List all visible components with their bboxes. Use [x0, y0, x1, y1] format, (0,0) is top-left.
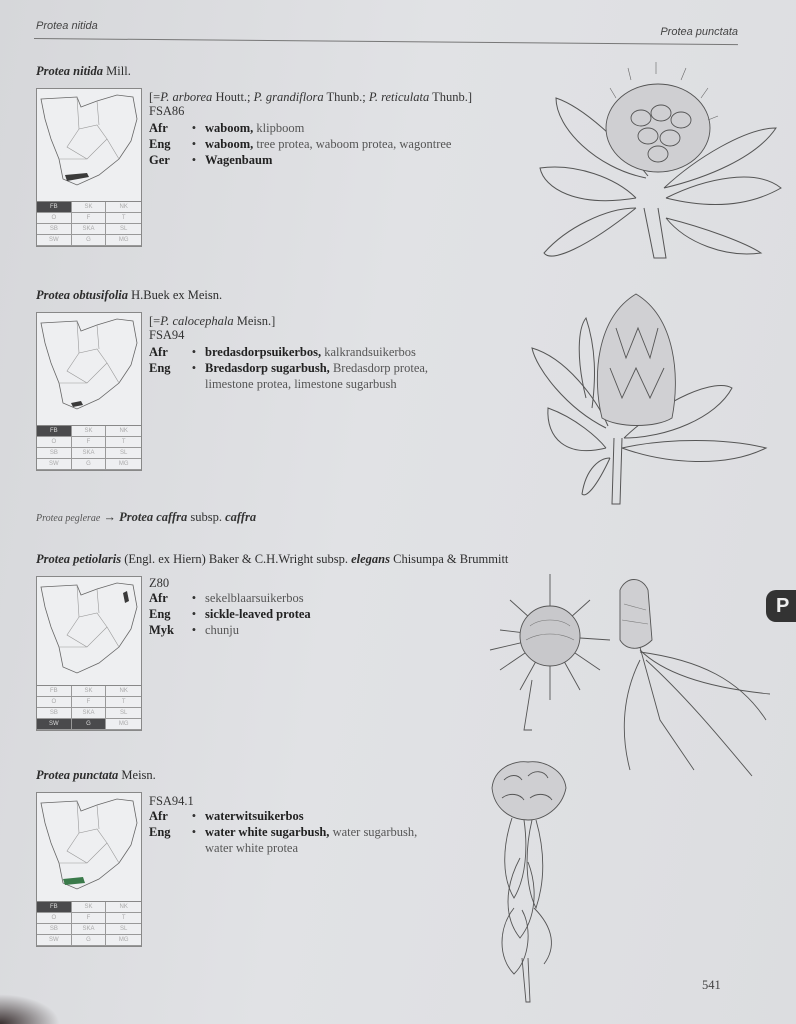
- region-cell: SW: [37, 235, 72, 246]
- primary-name: waterwitsuikerbos: [205, 809, 304, 823]
- common-name-row: Ger • Wagenbaum: [149, 153, 273, 167]
- protea-petiolaris-illustration: [470, 570, 770, 780]
- region-cell: SK: [72, 902, 107, 913]
- running-header-left: Protea nitida: [36, 20, 98, 32]
- region-cell: NK: [106, 202, 141, 213]
- common-name-row: Eng • water white sugarbush, water sugarbush,: [149, 825, 418, 839]
- region-cell: F: [72, 213, 107, 224]
- language-code: Eng: [149, 825, 171, 839]
- entry-title: [36, 552, 508, 567]
- region-cell: SB: [37, 924, 72, 935]
- region-cell: G: [72, 459, 107, 470]
- running-header-right: Protea punctata: [660, 26, 738, 38]
- other-names: water sugarbush,: [329, 825, 418, 839]
- region-cell: SB: [37, 224, 72, 235]
- primary-name: sickle-leaved protea: [205, 607, 311, 621]
- region-cell: FB: [37, 902, 72, 913]
- synonyms: [149, 90, 472, 105]
- common-names: [149, 344, 428, 392]
- xref-to: Protea caffra: [119, 510, 188, 524]
- region-grid: [37, 901, 141, 946]
- region-cell: SW: [37, 719, 72, 730]
- region-cell: O: [37, 213, 72, 224]
- synonym-text: Thunb.;: [323, 90, 369, 104]
- species-author: H.Buek ex Meisn.: [131, 288, 223, 302]
- entry-title: [36, 768, 156, 783]
- distribution-map: [36, 88, 142, 247]
- synonym-name: P. calocephala: [160, 314, 234, 328]
- common-names: [149, 808, 417, 856]
- region-cell: SB: [37, 448, 72, 459]
- region-cell: MG: [106, 235, 141, 246]
- common-name-row: Afr • sekelblaarsuikerbos: [149, 591, 304, 605]
- region-cell: F: [72, 437, 107, 448]
- other-names: Bredasdorp protea,: [329, 361, 429, 375]
- species-author: Mill.: [106, 64, 131, 78]
- species-name: Protea petiolaris: [36, 552, 122, 566]
- region-cell: FB: [37, 202, 72, 213]
- primary-name: Bredasdorp sugarbush,: [205, 361, 330, 375]
- language-code: Eng: [149, 607, 171, 621]
- protea-nitida-illustration: [536, 58, 786, 264]
- subspecies-author: Chisumpa & Brummitt: [393, 552, 509, 566]
- primary-name: waboom,: [205, 121, 254, 135]
- region-cell: SL: [106, 448, 141, 459]
- species-author: Meisn.: [121, 768, 156, 782]
- region-cell: SKA: [72, 924, 107, 935]
- arrow-icon: →: [103, 510, 116, 524]
- synonym-name: P. reticulata: [368, 90, 430, 104]
- entry-title: [36, 64, 131, 79]
- primary-name: bredasdorpsuikerbos,: [205, 345, 322, 359]
- common-name-row: Myk • chunju: [149, 623, 240, 637]
- synonym-name: P. arborea: [160, 90, 213, 104]
- synonym-text: Houtt.;: [212, 90, 254, 104]
- synonym-text: Thunb.]: [429, 90, 473, 104]
- reference-code: FSA86: [149, 104, 185, 118]
- region-cell: FB: [37, 426, 72, 437]
- region-cell: NK: [106, 686, 141, 697]
- primary-name: Wagenbaum: [205, 153, 273, 167]
- reference-code: Z80: [149, 576, 170, 590]
- region-cell: MG: [106, 459, 141, 470]
- language-code: Ger: [149, 153, 170, 167]
- region-cell: O: [37, 437, 72, 448]
- region-cell: MG: [106, 719, 141, 730]
- distribution-map: [36, 312, 142, 471]
- language-code: Afr: [149, 591, 168, 605]
- language-code: Afr: [149, 345, 168, 359]
- common-name-row: Afr • waboom, klipboom: [149, 121, 305, 135]
- region-cell: T: [106, 213, 141, 224]
- region-cell: T: [106, 437, 141, 448]
- region-cell: G: [72, 235, 107, 246]
- cross-reference: [36, 510, 256, 525]
- region-cell: SL: [106, 924, 141, 935]
- other-names: chunju: [205, 623, 240, 637]
- subspecies-name: elegans: [351, 552, 390, 566]
- common-name-row: Eng • Bredasdorp sugarbush, Bredasdorp protea,: [149, 361, 429, 375]
- common-names: [149, 590, 311, 638]
- southern-africa-map: [37, 793, 141, 901]
- region-grid: [37, 425, 141, 470]
- region-cell: G: [72, 719, 107, 730]
- region-cell: F: [72, 697, 107, 708]
- language-code: Eng: [149, 361, 171, 375]
- common-name-row: Eng • sickle-leaved protea: [149, 607, 311, 621]
- primary-name: waboom,: [205, 137, 254, 151]
- region-cell: F: [72, 913, 107, 924]
- common-name-row: Afr • waterwitsuikerbos: [149, 809, 304, 823]
- common-name-row: Afr • bredasdorpsuikerbos, kalkrandsuikerbos: [149, 345, 416, 359]
- region-cell: NK: [106, 902, 141, 913]
- region-cell: O: [37, 697, 72, 708]
- region-cell: SW: [37, 459, 72, 470]
- page-corner-shadow: [0, 994, 60, 1024]
- region-cell: SKA: [72, 224, 107, 235]
- common-name-row: Eng • waboom, tree protea, waboom protea, wagontree: [149, 137, 452, 151]
- region-cell: MG: [106, 935, 141, 946]
- other-names: kalkrandsuikerbos: [321, 345, 416, 359]
- protea-punctata-illustration: [484, 758, 576, 1004]
- region-cell: O: [37, 913, 72, 924]
- language-code: Eng: [149, 137, 171, 151]
- synonym-name: P. grandiflora: [253, 90, 324, 104]
- region-cell: SK: [72, 426, 107, 437]
- region-cell: FB: [37, 686, 72, 697]
- southern-africa-map: [37, 313, 141, 425]
- species-name: Protea nitida: [36, 64, 104, 78]
- language-code: Afr: [149, 121, 168, 135]
- synonym-text: [=: [149, 314, 161, 328]
- synonyms: [149, 314, 275, 329]
- entry-title: [36, 288, 222, 303]
- reference-code: FSA94.1: [149, 794, 194, 808]
- other-names: sekelblaarsuikerbos: [205, 591, 304, 605]
- section-tab: P: [766, 590, 796, 622]
- synonym-text: Meisn.]: [233, 314, 276, 328]
- region-cell: SB: [37, 708, 72, 719]
- region-cell: SK: [72, 686, 107, 697]
- distribution-map: [36, 792, 142, 947]
- header-rule: [34, 38, 738, 45]
- common-names-continuation: water white protea: [205, 841, 299, 855]
- language-code: Afr: [149, 809, 168, 823]
- region-cell: SW: [37, 935, 72, 946]
- synonym-text: [=: [149, 90, 161, 104]
- common-names: [149, 120, 451, 168]
- region-grid: [37, 685, 141, 730]
- region-cell: T: [106, 697, 141, 708]
- southern-africa-map: [37, 89, 141, 201]
- reference-code: FSA94: [149, 328, 185, 342]
- xref-subsp: caffra: [225, 510, 257, 524]
- species-author: (Engl. ex Hiern) Baker & C.H.Wright subsp.: [124, 552, 348, 566]
- other-names: klipboom: [253, 121, 305, 135]
- species-name: Protea punctata: [36, 768, 119, 782]
- region-cell: SK: [72, 202, 107, 213]
- common-names-continuation: limestone protea, limestone sugarbush: [205, 377, 397, 391]
- language-code: Myk: [149, 623, 174, 637]
- xref-subsp-label: subsp.: [190, 510, 222, 524]
- region-grid: [37, 201, 141, 246]
- distribution-map: [36, 576, 142, 731]
- region-cell: G: [72, 935, 107, 946]
- species-name: Protea obtusifolia: [36, 288, 129, 302]
- region-cell: SL: [106, 708, 141, 719]
- page-number: 541: [702, 978, 721, 992]
- southern-africa-map: [37, 577, 141, 685]
- region-cell: T: [106, 913, 141, 924]
- protea-obtusifolia-illustration: [526, 288, 770, 506]
- xref-from: Protea peglerae: [36, 513, 101, 524]
- other-names: tree protea, waboom protea, wagontree: [253, 137, 452, 151]
- region-cell: SL: [106, 224, 141, 235]
- primary-name: water white sugarbush,: [205, 825, 330, 839]
- region-cell: SKA: [72, 448, 107, 459]
- region-cell: NK: [106, 426, 141, 437]
- region-cell: SKA: [72, 708, 107, 719]
